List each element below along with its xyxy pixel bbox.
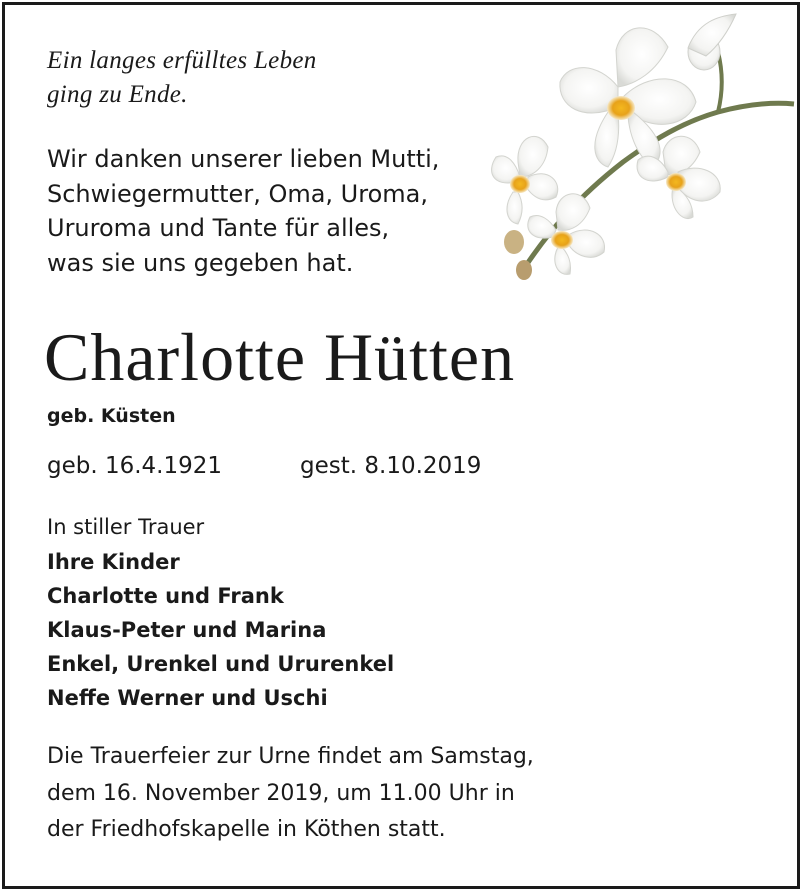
funeral-line: dem 16. November 2019, um 11.00 Uhr in: [47, 780, 515, 806]
motto: [47, 44, 317, 112]
motto-line: Ein langes erfülltes Leben: [47, 47, 317, 74]
funeral-line: der Friedhofskapelle in Köthen statt.: [47, 817, 446, 842]
thanks-line: Schwiegermutter, Oma, Uroma,: [47, 179, 428, 208]
birth-date: geb. 16.4.1921: [47, 453, 223, 479]
mourner-entry: Enkel, Urenkel und Ururenkel: [47, 652, 395, 676]
thanks-line: was sie uns gegeben hat.: [47, 248, 354, 277]
mourners-intro: In stiller Trauer: [47, 515, 205, 539]
mourner-entry: Neffe Werner und Uschi: [47, 686, 328, 710]
orchid-illustration: [478, 12, 796, 284]
funeral-line: Die Trauerfeier zur Urne findet am Samstag,: [47, 744, 534, 769]
mourners-list: [47, 545, 394, 715]
mourner-entry: Ihre Kinder: [47, 550, 180, 574]
thanks-text: [47, 142, 439, 280]
birth-name: geb. Küsten: [47, 405, 176, 427]
thanks-line: Ururoma und Tante für alles,: [47, 214, 390, 242]
thanks-line: Wir danken unserer lieben Mutti,: [47, 145, 440, 173]
death-date: gest. 8.10.2019: [300, 453, 482, 479]
deceased-name: Charlotte Hütten: [44, 319, 516, 395]
motto-line: ging zu Ende.: [47, 81, 188, 108]
mourner-entry: Klaus-Peter und Marina: [47, 618, 327, 642]
funeral-info: [47, 739, 534, 849]
mourner-entry: Charlotte und Frank: [47, 584, 284, 608]
